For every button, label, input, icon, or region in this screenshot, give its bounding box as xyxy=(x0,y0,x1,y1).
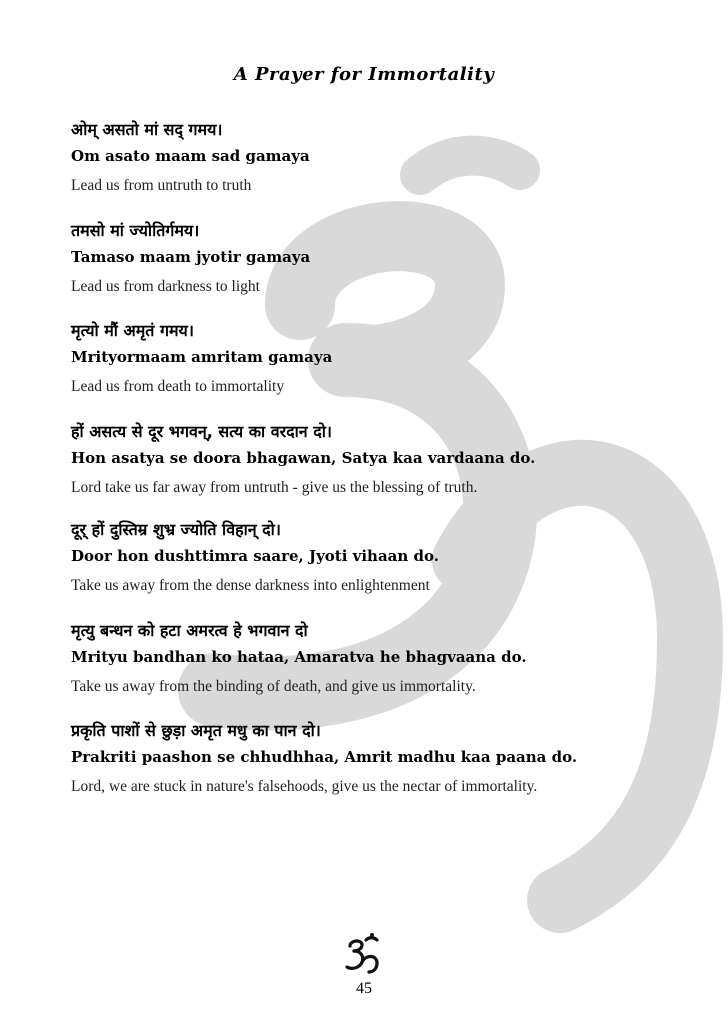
verse-transliteration: Prakriti paashon se chhudhhaa, Amrit madhu kaa paana do. xyxy=(71,748,578,766)
verse-hindi: हों असत्य से दूर भगवन्, सत्य का वरदान दो। xyxy=(71,422,332,441)
verse-translation: Take us away from the binding of death, and give us immortality. xyxy=(71,678,476,695)
verse-translation: Take us away from the dense darkness into enlightenment xyxy=(71,577,430,594)
verse-5 xyxy=(71,519,691,596)
verse-hindi: दूर् हों दुस्तिम्र शुभ्र ज्योति विहान् दो। xyxy=(71,520,281,539)
verse-translation: Lead us from darkness to light xyxy=(71,278,260,295)
verse-transliteration: Mrityormaam amritam gamaya xyxy=(71,348,333,366)
verse-7 xyxy=(71,720,691,797)
verse-translation: Lord, we are stuck in nature's falsehoods, give us the nectar of immortality. xyxy=(71,778,538,795)
verse-2 xyxy=(71,220,691,297)
verse-hindi: मृत्यु बन्धन को हटा अमरत्व हे भगवान दो xyxy=(71,621,308,640)
verse-translation: Lord take us far away from untruth - give us the blessing of truth. xyxy=(71,479,478,496)
verse-transliteration: Mrityu bandhan ko hataa, Amaratva he bhagvaana do. xyxy=(71,648,527,666)
verse-hindi: ओम् असतो मां सद् गमय। xyxy=(71,120,223,139)
verse-transliteration: Om asato maam sad gamaya xyxy=(71,147,310,165)
verse-transliteration: Hon asatya se doora bhagawan, Satya kaa vardaana do. xyxy=(71,449,536,467)
verse-translation: Lead us from death to immortality xyxy=(71,378,285,395)
verse-translation: Lead us from untruth to truth xyxy=(71,177,252,194)
verse-transliteration: Door hon dushttimra saare, Jyoti vihaan do. xyxy=(71,547,439,565)
verse-hindi: प्रकृति पाशों से छुड़ा अमृत मधु का पान दो। xyxy=(71,721,321,740)
verse-3 xyxy=(71,320,691,397)
verse-4 xyxy=(71,421,691,498)
verse-transliteration: Tamaso maam jyotir gamaya xyxy=(71,248,311,266)
verse-1 xyxy=(71,119,691,196)
page-number: 45 xyxy=(356,980,372,997)
page-title: A Prayer for Immortality xyxy=(233,64,495,85)
verse-hindi: तमसो मां ज्योतिर्गमय। xyxy=(71,221,200,240)
verse-hindi: मृत्यो मौं अमृतं गमय। xyxy=(71,321,194,340)
verse-6 xyxy=(71,620,691,697)
om-icon xyxy=(344,932,384,974)
